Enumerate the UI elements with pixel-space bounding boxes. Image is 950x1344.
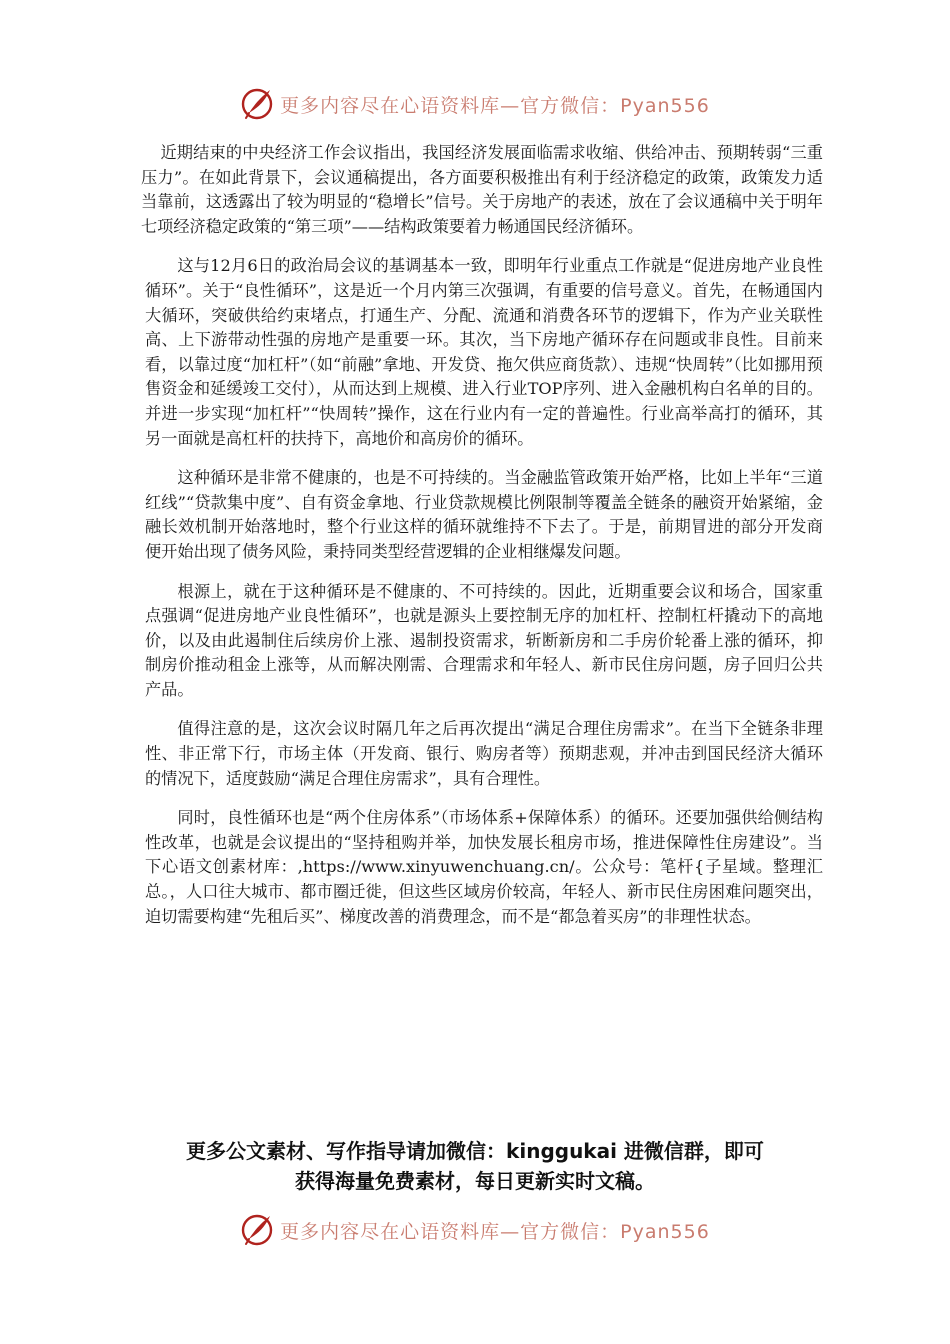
cta-line-2: 获得海量免费素材，每日更新实时文稿。 bbox=[295, 1169, 655, 1193]
header-banner bbox=[0, 84, 950, 124]
paragraph-4: 根源上，就在于这种循环是不健康的、不可持续的。因此，近期重要会议和场合，国家重点强调“促进房地产业良性循环”，也就是源头上要控制无序的加杠杆、控制杠杆撬动下的高地价，以及由此遏制住后续房价上涨、遏制投资需求，斩断新房和二手房价轮番上涨的循环，抑制房价推动租金上涨等，从而解决刚需、合理需求和年轻人、新市民住房问题，房子回归公共产品。 bbox=[145, 581, 823, 699]
paragraph-1: 近期结束的中央经济工作会议指出，我国经济发展面临需求收缩、供给冲击、预期转弱“三重压力”。在如此背景下，会议通稿提出，各方面要积极推出有利于经济稳定的政策，政策发力适当靠前，这透露出了较为明显的“稳增长”信号。关于房地产的表述，放在了会议通稿中关于明年七项经济稳定政策的“第三项”——结构政策要着力畅通国民经济循环。 bbox=[141, 143, 823, 236]
cta-line-1: 更多公文素材、写作指导请加微信：kinggukai 进微信群，即可 bbox=[186, 1139, 764, 1163]
paragraph-3: 这种循环是非常不健康的，也是不可持续的。当金融监管政策开始严格，比如上半年“三道红线”“贷款集中度”、自有资金拿地、行业贷款规模比例限制等覆盖全链条的融资开始紧缩，金融长效机制开始落地时，整个行业这样的循环就维持不下去了。于是，前期冒进的部分开发商便开始出现了债务风险，秉持同类型经营逻辑的企业相继爆发问题。 bbox=[145, 468, 823, 561]
quill-logo-icon bbox=[240, 1213, 274, 1247]
wechat-call-to-action bbox=[110, 1136, 840, 1196]
footer-banner bbox=[0, 1210, 950, 1250]
header-wechat-id: Pyan556 bbox=[620, 94, 710, 117]
header-banner-text: 更多内容尽在心语资料库—官方微信：Pyan556 bbox=[280, 94, 710, 117]
paragraph-6: 同时，良性循环也是“两个住房体系”（市场体系+保障体系）的循环。还要加强供给侧结构性改革，也就是会议提出的“坚持租购并举，加快发展长租房市场，推进保障性住房建设”。当下心语文创素材库：,https://www.xinyuwenchuang.cn/。公众号：笔杆{子星域。整理汇总。，人口往大城市、都市圈迁徙，但这些区域房价较高，年轻人、新市民住房困难问题突出，迫切需要构建“先租后买”、梯度改善的消费理念，而不是“都急着买房”的非理性状态。 bbox=[145, 808, 823, 926]
footer-wechat-id: Pyan556 bbox=[620, 1220, 710, 1243]
paragraph-5: 值得注意的是，这次会议时隔几年之后再次提出“满足合理住房需求”。在当下全链条非理性、非正常下行，市场主体（开发商、银行、购房者等）预期悲观，并冲击到国民经济大循环的情况下，适度鼓励“满足合理住房需求”，具有合理性。 bbox=[145, 719, 823, 788]
footer-banner-text: 更多内容尽在心语资料库—官方微信：Pyan556 bbox=[280, 1220, 710, 1243]
quill-logo-icon bbox=[240, 87, 274, 121]
article-body bbox=[141, 141, 823, 944]
paragraph-2: 这与12月6日的政治局会议的基调基本一致，即明年行业重点工作就是“促进房地产业良性循环”。关于“良性循环”，这是近一个月内第三次强调，有重要的信号意义。首先，在畅通国内大循环，突破供给约束堵点，打通生产、分配、流通和消费各环节的逻辑下，作为产业关联性高、上下游带动性强的房地产是重要一环。其次，当下房地产循环存在问题或非良性。目前来看，以靠过度“加杠杆”（如“前融”拿地、开发贷、拖欠供应商货款）、违规“快周转”（比如挪用预售资金和延缓竣工交付），从而达到上规模、进入行业TOP序列、进入金融机构白名单的目的。并进一步实现“加杠杆”“快周转”操作，这在行业内有一定的普遍性。行业高举高打的循环，其另一面就是高杠杆的扶持下，高地价和高房价的循环。 bbox=[145, 256, 823, 448]
